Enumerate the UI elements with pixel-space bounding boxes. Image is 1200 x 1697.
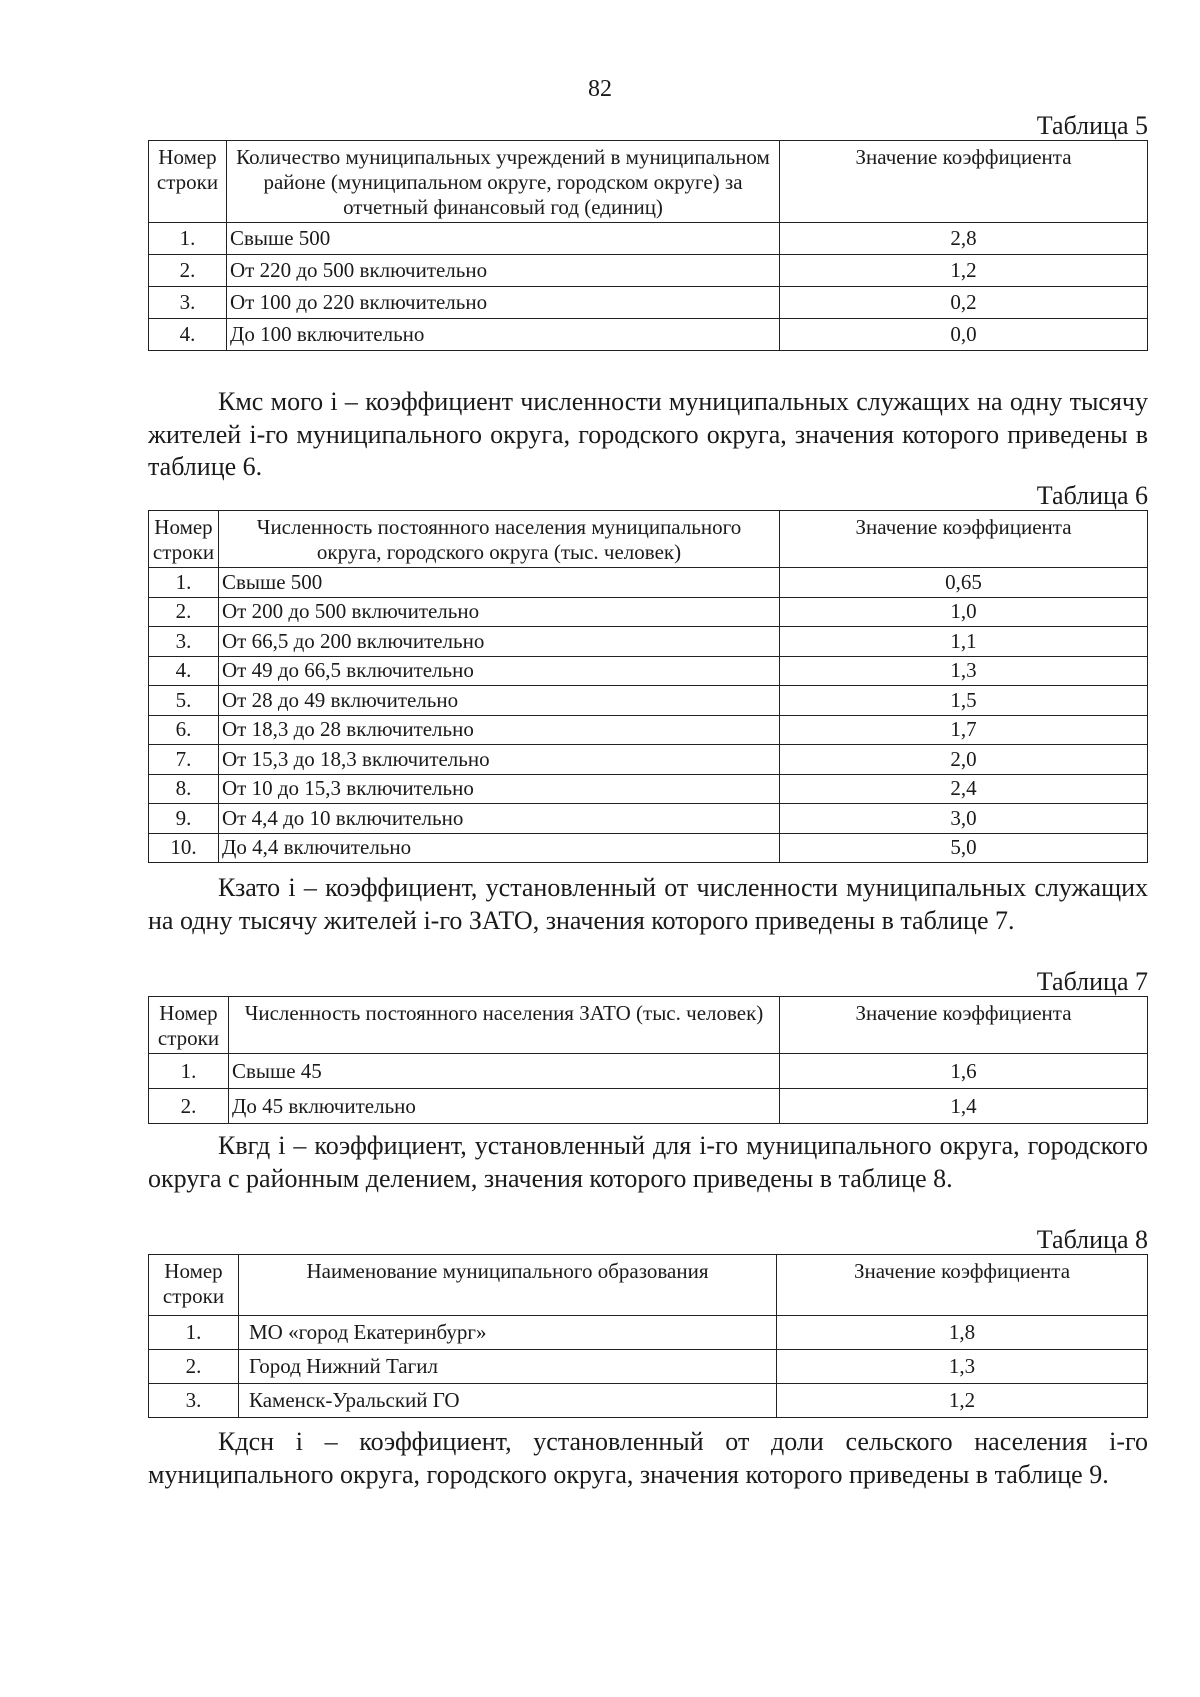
row-number: 1. (149, 223, 227, 255)
table-5 (148, 140, 1148, 351)
table-row (149, 686, 1148, 716)
table-row (149, 833, 1148, 863)
table-row (149, 255, 1148, 287)
row-number: 3. (149, 1384, 239, 1418)
row-value: 0,0 (780, 319, 1148, 351)
row-value: 1,3 (777, 1350, 1148, 1384)
row-description: Свыше 500 (219, 568, 780, 598)
row-value: 1,2 (780, 255, 1148, 287)
paragraph-kvgd: Квгд i – коэффициент, установленный для i-го муниципального округа, городского округа с районным делением, значения которого приведены в таблице 8. (148, 1131, 1148, 1193)
row-description: До 100 включительно (227, 319, 780, 351)
table-row (149, 774, 1148, 804)
row-value: 2,4 (780, 774, 1148, 804)
row-value: 1,8 (777, 1316, 1148, 1350)
row-description: От 200 до 500 включительно (219, 597, 780, 627)
row-description: От 49 до 66,5 включительно (219, 656, 780, 686)
header-coefficient: Значение коэффициента (780, 141, 1148, 223)
row-number: 7. (149, 745, 219, 775)
row-description: Свыше 45 (229, 1054, 780, 1089)
row-value: 1,2 (777, 1384, 1148, 1418)
table-row (149, 1316, 1148, 1350)
table-row (149, 1384, 1148, 1418)
header-row-number: Номер строки (149, 511, 219, 568)
table-row (149, 597, 1148, 627)
row-value: 2,8 (780, 223, 1148, 255)
table-6-caption: Таблица 6 (1036, 481, 1148, 510)
row-number: 10. (149, 833, 219, 863)
table-row (149, 1054, 1148, 1089)
row-number: 4. (149, 319, 227, 351)
table-5-caption: Таблица 5 (1036, 111, 1148, 140)
table-6-block (148, 482, 1148, 863)
row-number: 3. (149, 287, 227, 319)
row-number: 9. (149, 804, 219, 834)
paragraph-kms: Кмс мого i – коэффициент численности муниципальных служащих на одну тысячу жителей i-го муниципального округа, городского округа, значения которого приведены в таблице 6. (148, 387, 1148, 481)
row-number: 1. (149, 1316, 239, 1350)
row-description: От 15,3 до 18,3 включительно (219, 745, 780, 775)
table-header-row (149, 511, 1148, 568)
row-number: 2. (149, 255, 227, 287)
table-7-caption: Таблица 7 (1036, 967, 1148, 996)
row-value: 1,4 (780, 1089, 1148, 1124)
table-7 (148, 996, 1148, 1124)
table-row (149, 804, 1148, 834)
table-8 (148, 1254, 1148, 1418)
header-coefficient: Значение коэффициента (780, 997, 1148, 1054)
page-number: 82 (588, 76, 612, 102)
header-coefficient: Значение коэффициента (780, 511, 1148, 568)
header-description: Численность постоянного населения ЗАТО (тыс. человек) (229, 997, 780, 1054)
header-row-number: Номер строки (149, 141, 227, 223)
header-description: Количество муниципальных учреждений в муниципальном районе (муниципальном округе, городском округе) за отчетный финансовый год (единиц) (227, 141, 780, 223)
table-row (149, 568, 1148, 598)
table-row (149, 715, 1148, 745)
row-description: От 10 до 15,3 включительно (219, 774, 780, 804)
row-description: От 18,3 до 28 включительно (219, 715, 780, 745)
row-description: От 66,5 до 200 включительно (219, 627, 780, 657)
row-number: 6. (149, 715, 219, 745)
row-number: 1. (149, 1054, 229, 1089)
table-row (149, 656, 1148, 686)
row-value: 2,0 (780, 745, 1148, 775)
table-7-block (148, 968, 1148, 1124)
table-row (149, 319, 1148, 351)
header-row-number: Номер строки (149, 997, 229, 1054)
table-8-caption: Таблица 8 (1036, 1225, 1148, 1254)
row-number: 2. (149, 597, 219, 627)
table-row (149, 627, 1148, 657)
row-description: МО «город Екатеринбург» (239, 1316, 777, 1350)
row-number: 8. (149, 774, 219, 804)
table-row (149, 1350, 1148, 1384)
row-number: 3. (149, 627, 219, 657)
header-description: Наименование муниципального образования (239, 1255, 777, 1316)
row-description: От 220 до 500 включительно (227, 255, 780, 287)
table-5-block (148, 112, 1148, 351)
row-value: 5,0 (780, 833, 1148, 863)
paragraph-kdsn: Кдсн i – коэффициент, установленный от доли сельского населения i-го муниципального округа, городского округа, значения которого приведены в таблице 9. (148, 1427, 1148, 1489)
table-header-row (149, 997, 1148, 1054)
row-value: 3,0 (780, 804, 1148, 834)
row-number: 2. (149, 1089, 229, 1124)
table-header-row (149, 1255, 1148, 1316)
row-value: 0,65 (780, 568, 1148, 598)
header-row-number: Номер строки (149, 1255, 239, 1316)
row-value: 1,7 (780, 715, 1148, 745)
row-description: Каменск-Уральский ГО (239, 1384, 777, 1418)
table-row (149, 287, 1148, 319)
table-row (149, 745, 1148, 775)
row-description: До 4,4 включительно (219, 833, 780, 863)
row-number: 4. (149, 656, 219, 686)
row-description: Город Нижний Тагил (239, 1350, 777, 1384)
row-value: 1,6 (780, 1054, 1148, 1089)
header-description: Численность постоянного населения муниципального округа, городского округа (тыс. человек) (219, 511, 780, 568)
row-value: 1,3 (780, 656, 1148, 686)
row-number: 1. (149, 568, 219, 598)
table-header-row (149, 141, 1148, 223)
row-value: 0,2 (780, 287, 1148, 319)
row-description: От 100 до 220 включительно (227, 287, 780, 319)
table-6 (148, 510, 1148, 863)
row-number: 5. (149, 686, 219, 716)
row-description: От 4,4 до 10 включительно (219, 804, 780, 834)
row-value: 1,5 (780, 686, 1148, 716)
paragraph-kzato: Кзато i – коэффициент, установленный от численности муниципальных служащих на одну тысячу жителей i-го ЗАТО, значения которого приведены в таблице 7. (148, 873, 1148, 935)
row-value: 1,1 (780, 627, 1148, 657)
table-row (149, 223, 1148, 255)
header-coefficient: Значение коэффициента (777, 1255, 1148, 1316)
row-description: Свыше 500 (227, 223, 780, 255)
row-description: До 45 включительно (229, 1089, 780, 1124)
row-value: 1,0 (780, 597, 1148, 627)
table-8-block (148, 1226, 1148, 1418)
row-number: 2. (149, 1350, 239, 1384)
table-row (149, 1089, 1148, 1124)
row-description: От 28 до 49 включительно (219, 686, 780, 716)
